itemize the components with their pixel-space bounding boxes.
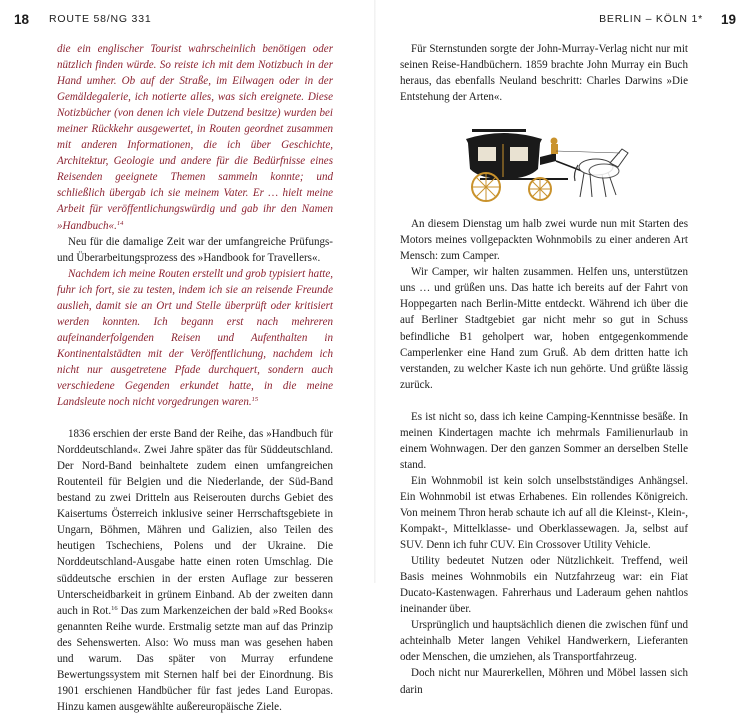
paragraph: Für Sternstunden sorgte der John-Murray-Verlag nicht nur mit seinen Reise-Handbüchern. 1859 brachte John Murray ein Buch heraus, das ebenfalls Neuland beschritt: Charles Darwins »Die Entstehung der Arten«. (400, 43, 688, 104)
paragraph: An diesem Dienstag um halb zwei wurde nun mit Starten des Motors meines vollgepackten Wohnmobils zu einer anderen Art Mensch: zum Camper. (400, 218, 688, 263)
left-page-text (57, 41, 333, 715)
left-running-head: ROUTE 58/NG 331 (49, 13, 152, 25)
horse-drawn-carriage-icon (456, 115, 632, 207)
block-quote (57, 266, 333, 410)
paragraph: Doch nicht nur Maurerkellen, Möhren und Möbel lassen sich darin (400, 667, 688, 696)
footnote-ref: 14 (116, 219, 124, 227)
block-quote (57, 41, 333, 234)
left-page-header (14, 9, 151, 29)
quote-text: Nachdem ich meine Routen erstellt und grob typisiert hatte, fuhr ich fort, sie zu testen, indem ich sie an reisende Freunde auslieh, damit sie an Ort und Stelle überprüft oder kritisiert werden konnten. Ich begann erst nach mehreren aufeinanderfolgenden Reisen und Aufenthalten in Kontinentalstädten mit der Veröffentlichung, nachdem ich nicht nur ausgetretene Pfade durchquert, sondern auch verschiedene Gegenden erkundet hatte, in die meine Landsleute noch nicht vorgedrungen waren. (57, 267, 333, 409)
left-page-number: 18 (14, 11, 30, 27)
section-gap (400, 393, 688, 409)
paragraph: Wir Camper, wir halten zusammen. Helfen uns, unterstützen uns … und grüßen uns. Das hatte ich bereits auf der Fahrt von Hoppegarten nach Berlin-Mitte entdeckt. Während ich über die auf Berliner Stadtgebiet gar nicht mehr so gut in Schuss befindliche B1 geholpert war, hoben entgegenkommende Camperlenker eine Hand zum Gruß. Ab dem dritten hatte ich verstanden, zu welcher Kaste ich nun gehörte. Und grüßte lässig zurück. (400, 266, 688, 391)
paragraph: Ursprünglich und hauptsächlich dienen die zwischen fünf und achteinhalb Meter langen Vehikel Handwerkern, Lieferanten oder Menschen, die umziehen, als Transportfahrzeug. (400, 619, 688, 664)
carriage-illustration (400, 108, 688, 214)
paragraph-text: Das zum Markenzeichen der bald »Red Books« genannten Reihe wurde. Erstmalig setzte man auf das Prinzip des Sehenswerten. Also: Wo muss man was gesehen haben und warum. Das später von Murray erfundene Bewertungssystem mit Sternen half bei der Einordnung. Bis 1901 erschienen Handbücher für fast jedes Land Europas. Hinzu kamen ausgewählte außereuropäische Ziele. (57, 604, 333, 713)
paragraph: Ein Wohnmobil ist kein solch unselbstständiges Anhängsel. Ein Wohnmobil ist etwas Erhabenes. Ein rollendes Königreich. Von meinem Thron herab schaute ich auf all die Kleinst-, Klein-, Kompakt-, Mittelklasse- und Oberklassewagen. Ja, selbst auf SUV. Denn ich fuhr CUV. Ein Crossover Utility Vehicle. (400, 474, 688, 552)
right-running-head: BERLIN – KÖLN 1* (599, 13, 703, 25)
quote-text: die ein englischer Tourist wahrscheinlich benötigen oder nützlich finden würde. So reiste ich mit dem Notizbuch in der Hand umher. Ob auf der Straße, im Eilwagen oder in der Gemäldegalerie, ich notierte alles, was sich ereignete. Diese Notizbücher (von denen ich viele Dutzend besitze) wurden bei meiner Rückkehr ausgewertet, in Routen geordnet zusammen mit anderen Informationen, die ich über Geschichte, Architektur, Geologie und andere für die Bedürfnisse eines Reisenden geeignete Themen sammeln konnte; und schließlich übergab ich sie meinem Vater. Er … hielt meine Arbeit für veröffentlichungswürdig und gab ihr den Namen »Handbuch«. (57, 43, 333, 232)
book-gutter (374, 0, 376, 583)
paragraph: Utility bedeutet Nutzen oder Nützlichkeit. Treffend, weil Basis meines Wohnmobils ein Nutzfahrzeug war: ein Fiat Ducato-Kastenwagen. Fahrerhaus und Laderaum gehen nahtlos ineinander über. (400, 555, 688, 616)
right-page-header (599, 9, 736, 29)
paragraph: Es ist nicht so, dass ich keine Camping-Kenntnisse besäße. In meinen Kindertagen machte ich mehrmals Familienurlaub in einem Wohnwagen. Der den ganzen Sommer an derselben Stelle stand. (400, 410, 688, 471)
paragraph (57, 426, 333, 715)
section-gap (57, 410, 333, 426)
footnote-ref: 16 (111, 604, 118, 612)
right-page-number: 19 (720, 11, 736, 27)
footnote-ref: 15 (251, 396, 259, 404)
paragraph-text: 1836 erschien der erste Band der Reihe, das »Handbuch für Norddeutschland«. Zwei Jahre später das für Süddeutschland. Der Nord-Band beinhaltete zudem einen umfangreichen Routenteil für Belgien und die Niederlande, der Süd-Band bestand zu zwei Dritteln aus Reiserouten durchs Gebiet des Kaisertums Österreich inklusive seiner Herrschaftsgebiete in Ungarn, Böhmen, Mähren und Galizien, also Teilen des heutigen Tschechiens, Polens und der Ukraine. Die Norddeutschland-Ausgabe hatte einen roten Umschlag. Die süddeutsche erschien in der ersten Auflage zur besseren Unterscheidbarkeit in grünem Einband. Ab der zweiten dann auch in Rot. (57, 428, 333, 617)
right-page-text (400, 41, 688, 698)
paragraph: Neu für die damalige Zeit war der umfangreiche Prüfungs- und Überarbeitungsprozess des »Handbook for Travellers«. (57, 235, 333, 264)
